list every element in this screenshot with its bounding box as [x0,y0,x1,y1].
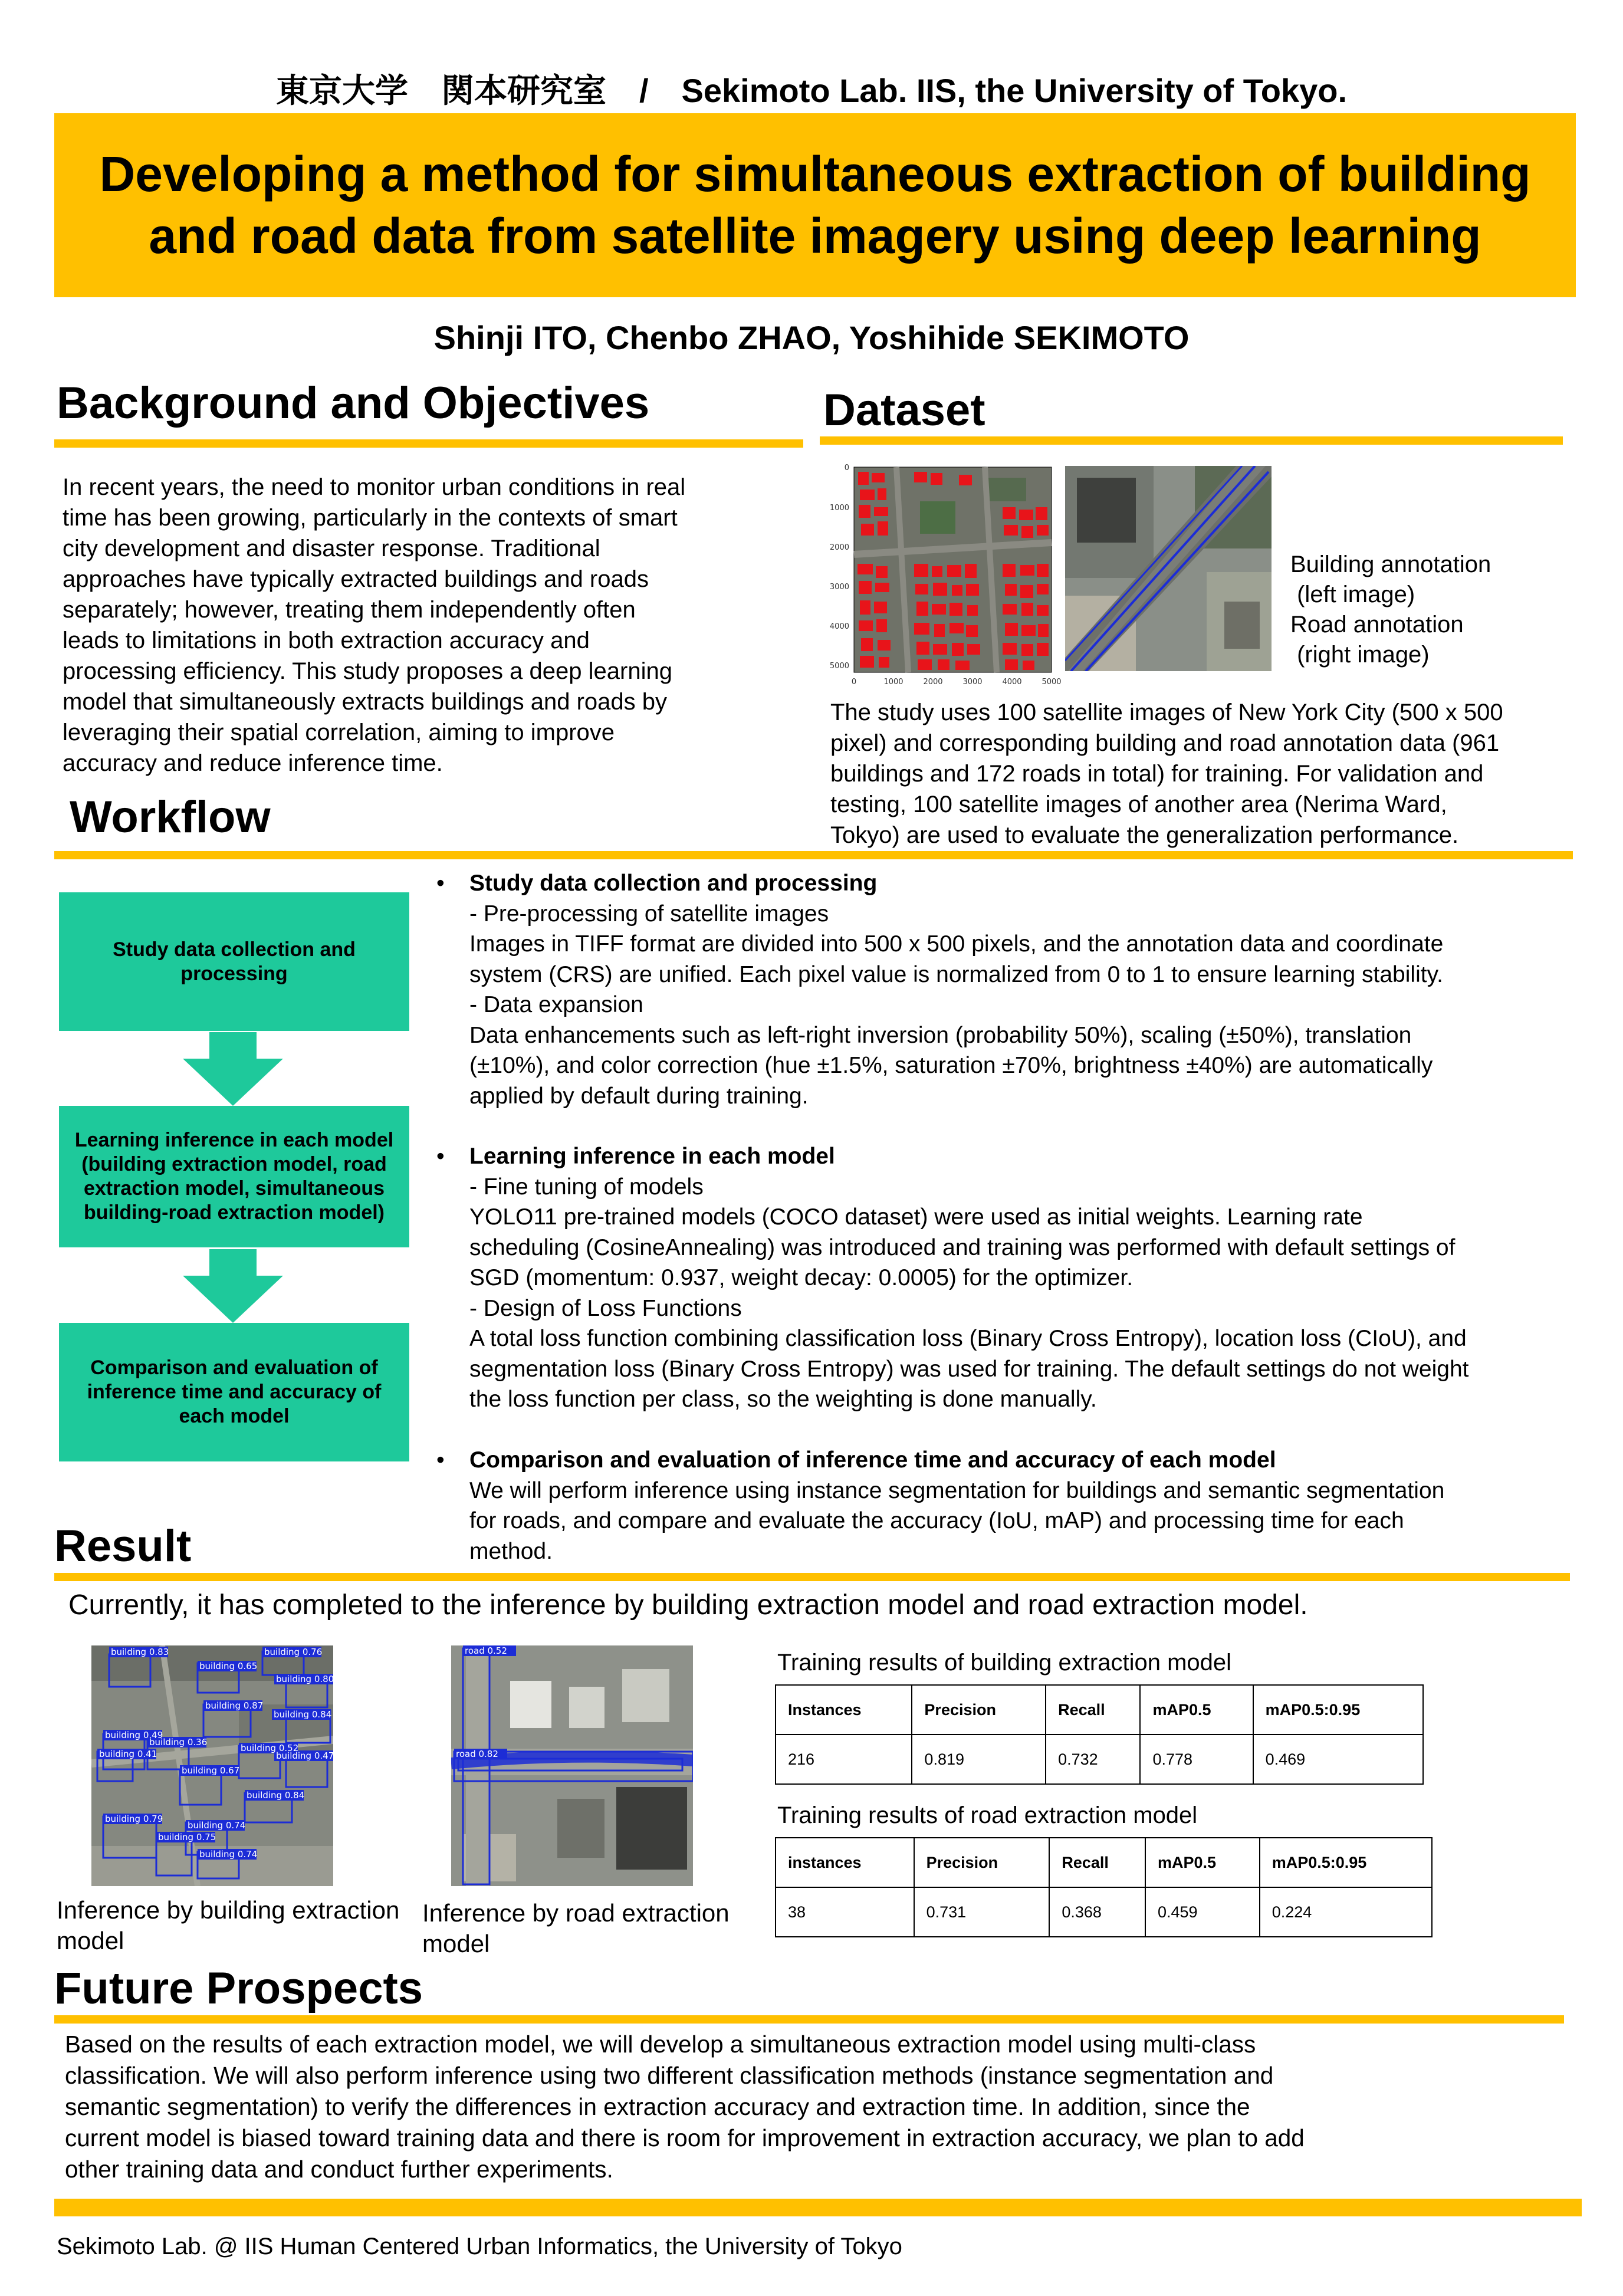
table-row: 38 0.731 0.368 0.459 0.224 [776,1887,1432,1937]
background-text: In recent years, the need to monitor urban conditions in real time has been growing, particularly in the contexts of smart city development and disaster response. Traditional approaches have typically extracted buildings and roads separately; however, treating them independently often leads to limitations in both extraction accuracy and processing efficiency. This study proposes a deep learning model that simultaneously extracts buildings and roads by leveraging their spatial correlation, aiming to improve accuracy and reduce inference time. [63,474,686,776]
title-line-2: and road data from satellite imagery using deep learning [149,208,1481,264]
table-header-row: Instances Precision Recall mAP0.5 mAP0.5:0.95 [776,1685,1423,1735]
bbox-label: building 0.52 [241,1743,299,1753]
table-header-row: instances Precision Recall mAP0.5 mAP0.5:0.95 [776,1838,1432,1887]
bbox-label: building 0.80 [276,1674,333,1684]
xtick-4000: 4000 [1002,678,1022,686]
bbox-label: building 0.74 [188,1820,246,1831]
caption-road-inference: Inference by road extraction model [422,1899,730,1957]
dataset-underline [820,436,1563,445]
flow-arrow-1 [183,1032,283,1106]
bbox-label: building 0.36 [149,1737,208,1748]
authors: Shinji ITO, Chenbo ZHAO, Yoshihide SEKIMOTO [433,319,1190,356]
ytick-1000: 1000 [829,504,849,513]
footer-text: Sekimoto Lab. @ IIS Human Centered Urban Informatics, the University of Tokyo [57,2233,902,2259]
bbox-label: building 0.84 [247,1790,305,1801]
title-line-1: Developing a method for simultaneous extraction of building [99,146,1531,202]
footer-bar [54,2199,1582,2216]
result-heading: Result [54,1521,192,1571]
workflow-item-comparison: • Comparison and evaluation of inference time and accuracy of each model We will perform inference using instance segmentation for buildings and semantic segmentation for roads, and compare and evaluate the accuracy (IoU, mAP) and processing time for each method. [436,1445,1575,1566]
future-underline [54,2015,1564,2024]
road-results-table [775,1837,1433,1937]
future-text: Based on the results of each extraction model, we will develop a simultaneous extraction model using multi-class classification. We will also perform inference using two different classification methods (instance segmentation and semantic segmentation) to verify the differences in extraction accuracy and extraction time. In addition, since the current model is biased toward training data and there is room for improvement in extraction accuracy, we plan to add other training data and conduct further experiments. [65,2031,1305,2183]
workflow-item-learning: • Learning inference in each model - Fine tuning of models YOLO11 pre-trained models (COCO dataset) were used as initial weights. Learning rate scheduling (CosineAnnealing) was introduced and training was performed with default settings of SGD (momentum: 0.937, weight decay: 0.0005) for the optimizer. - Design of Loss Functions A total loss function combining classification loss (Binary Cross Entropy), location loss (CIoU), and segmentation loss (Binary Cross Entropy) was used for training. The default settings do not weight the loss function per class, so the weighting is done manually. [436,1141,1575,1415]
bbox-label: building 0.49 [105,1730,163,1740]
bbox-label: building 0.47 [276,1750,333,1761]
bbox-label: building 0.41 [99,1749,157,1759]
building-table-title: Training results of building extraction model [777,1650,1232,1676]
road-annotation-image [1065,466,1272,671]
xtick-5000: 5000 [1042,678,1062,686]
table-row: 216 0.819 0.732 0.778 0.469 [776,1735,1423,1784]
building-results-table [775,1684,1424,1785]
bbox-label: building 0.87 [205,1700,264,1711]
ytick-2000: 2000 [829,543,849,552]
background-heading: Background and Objectives [57,378,650,428]
bbox-label: building 0.84 [274,1709,332,1720]
bbox-label: building 0.65 [199,1661,258,1671]
poster-title [54,113,1576,297]
lab-affiliation: 東京大学 関本研究室 / Sekimoto Lab. IIS, the University of Tokyo. [275,72,1348,109]
bbox-label: building 0.76 [264,1647,323,1657]
xtick-2000: 2000 [923,678,943,686]
bbox-label: building 0.74 [199,1849,258,1860]
background-underline [54,439,803,448]
flow-box-learning: Learning inference in each model (building extraction model, road extraction model, simultaneous building-road extraction model) [59,1106,409,1247]
flow-arrow-2 [183,1249,283,1323]
bbox-label: road 0.52 [465,1645,507,1656]
dataset-heading: Dataset [823,385,985,435]
dataset-text: The study uses 100 satellite images of New York City (500 x 500 pixel) and corresponding building and road annotation data (961 buildings and 172 roads in total) for training. For validation and testing, 100 satellite images of another area (Nerima Ward, Tokyo) are used to evaluate the generalization performance. [830,699,1503,848]
building-inference-image [91,1645,333,1886]
xtick-1000: 1000 [883,678,904,686]
flow-box-comparison: Comparison and evaluation of inference time and accuracy of each model [59,1323,409,1461]
bbox-label: building 0.83 [111,1647,169,1657]
result-summary: Currently, it has completed to the inference by building extraction model and road extraction model. [68,1589,1308,1621]
road-table-title: Training results of road extraction model [777,1802,1198,1828]
ytick-4000: 4000 [829,622,849,631]
xtick-3000: 3000 [962,678,983,686]
xtick-0: 0 [851,678,857,686]
bbox-label: road 0.82 [456,1749,498,1759]
caption-building-inference: Inference by building extraction model [57,1896,400,1955]
bbox-label: building 0.79 [105,1814,163,1824]
annotation-caption: Building annotation (left image) Road annotation (right image) [1290,551,1491,668]
flow-box-collection: Study data collection and processing [59,892,409,1031]
result-underline [54,1573,1570,1581]
ytick-3000: 3000 [829,583,849,592]
workflow-underline [54,851,1573,859]
ytick-0: 0 [844,464,849,472]
future-heading: Future Prospects [54,1963,423,2013]
workflow-heading: Workflow [70,792,271,842]
bbox-label: building 0.67 [182,1765,240,1776]
bbox-label: building 0.75 [158,1832,216,1842]
building-annotation-plot [808,460,1067,690]
workflow-item-collection: • Study data collection and processing - Pre-processing of satellite images Images in TIFF format are divided into 500 x 500 pixels, and the annotation data and coordinate system (CRS) are unified. Each pixel value is normalized from 0 to 1 to ensure learning stability. - Data expansion Data enhancements such as left-right inversion (probability 50%), scaling (±50%), translation (±10%), and color correction (hue ±1.5%, saturation ±70%, brightness ±40%) are automatically applied by default during training. [436,868,1575,1111]
ytick-5000: 5000 [829,662,849,671]
road-inference-image [451,1645,693,1886]
